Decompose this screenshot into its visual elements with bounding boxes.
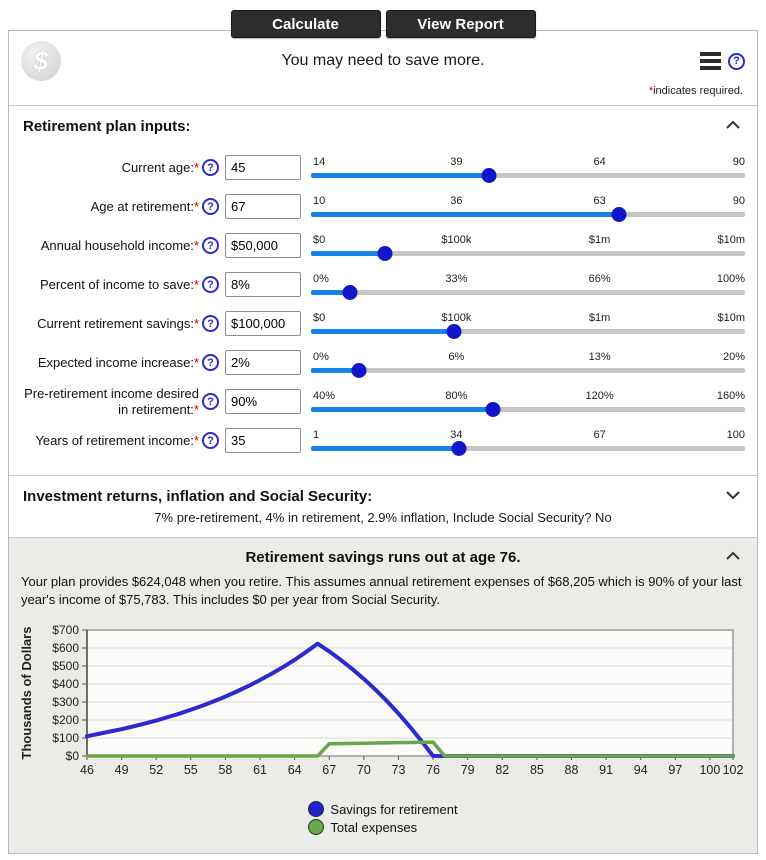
slider-track[interactable] (311, 368, 745, 373)
investment-summary: 7% pre-retirement, 4% in retirement, 2.9% inflation, Include Social Security? No (154, 510, 612, 525)
required-asterisk: * (193, 198, 199, 214)
svg-text:$400: $400 (52, 677, 79, 692)
svg-text:79: 79 (460, 763, 475, 778)
input-row (21, 307, 745, 340)
svg-text:70: 70 (356, 763, 371, 778)
required-asterisk: * (193, 354, 199, 370)
results-section-header (9, 538, 757, 570)
slider-tick-labels: 0% 6% 13% 20% (313, 350, 745, 363)
svg-text:46: 46 (80, 763, 94, 778)
required-asterisk: * (193, 276, 199, 292)
slider-handle[interactable] (481, 168, 496, 183)
input-label: Current retirement savings:* (37, 315, 199, 331)
slider-handle[interactable] (377, 246, 392, 261)
help-icon[interactable]: ? (202, 237, 219, 254)
help-icon[interactable]: ? (202, 159, 219, 176)
svg-text:$0: $0 (65, 749, 79, 764)
expand-chevron-down-icon[interactable] (723, 485, 743, 507)
slider-fill (311, 407, 493, 412)
help-icon[interactable]: ? (202, 198, 219, 215)
input-row (21, 151, 745, 184)
required-asterisk: * (193, 401, 199, 417)
view-report-button[interactable]: View Report (386, 10, 536, 38)
svg-text:64: 64 (287, 763, 302, 778)
input-label: Age at retirement:* (90, 198, 199, 214)
help-icon[interactable]: ? (202, 276, 219, 293)
slider-handle[interactable] (351, 363, 366, 378)
svg-text:73: 73 (391, 763, 406, 778)
slider-handle[interactable] (451, 441, 466, 456)
slider-tick-labels: 10 36 63 90 (313, 194, 745, 207)
value-input[interactable] (225, 194, 301, 219)
svg-text:$100: $100 (52, 731, 79, 746)
help-icon[interactable]: ? (202, 315, 219, 332)
required-asterisk: * (193, 315, 199, 331)
value-input[interactable] (225, 350, 301, 375)
slider-handle[interactable] (343, 285, 358, 300)
page-title: You may need to save more. (281, 52, 485, 69)
slider-track[interactable] (311, 251, 745, 256)
calculator-panel (8, 30, 758, 854)
app-header (9, 31, 757, 81)
slider-fill (311, 446, 459, 451)
results-collapse-chevron-up-icon[interactable] (723, 546, 743, 568)
slider-track[interactable] (311, 290, 745, 295)
input-row (21, 424, 745, 457)
value-input[interactable] (225, 272, 301, 297)
input-label: Current age:* (121, 159, 199, 175)
svg-text:97: 97 (668, 763, 683, 778)
svg-text:$500: $500 (52, 659, 79, 674)
svg-text:76: 76 (426, 763, 441, 778)
svg-text:85: 85 (529, 763, 544, 778)
savings-legend-dot-icon (308, 801, 324, 817)
slider[interactable] (311, 156, 745, 178)
svg-text:$700: $700 (52, 623, 79, 638)
svg-text:94: 94 (633, 763, 648, 778)
slider-track[interactable] (311, 329, 745, 334)
inputs-section (9, 105, 757, 475)
inputs-section-header (9, 105, 757, 141)
inputs-section-title: Retirement plan inputs: (23, 117, 191, 135)
slider[interactable] (311, 234, 745, 256)
input-label: Years of retirement income:* (35, 432, 199, 448)
svg-text:102: 102 (722, 763, 744, 778)
input-row (21, 190, 745, 223)
svg-text:61: 61 (253, 763, 267, 778)
required-asterisk: * (648, 85, 654, 97)
svg-text:82: 82 (495, 763, 510, 778)
input-row (21, 346, 745, 379)
slider-track[interactable] (311, 446, 745, 451)
value-input[interactable] (225, 311, 301, 336)
svg-text:58: 58 (218, 763, 233, 778)
svg-text:$300: $300 (52, 695, 79, 710)
help-icon[interactable]: ? (202, 354, 219, 371)
slider-tick-labels: 14 39 64 90 (313, 155, 745, 168)
slider[interactable] (311, 429, 745, 451)
input-row (21, 268, 745, 301)
results-title: Retirement savings runs out at age 76. (245, 548, 521, 566)
slider-tick-labels: 40% 80% 120% 160% (313, 389, 745, 402)
savings-chart (9, 614, 757, 793)
slider-fill (311, 329, 454, 334)
hamburger-menu-icon[interactable] (700, 52, 721, 70)
chart-legend (9, 793, 757, 853)
required-note: *indicates required. (648, 85, 743, 97)
input-label: Annual household income:* (40, 237, 199, 253)
slider-handle[interactable] (612, 207, 627, 222)
slider[interactable] (311, 273, 745, 295)
header-help-icon[interactable]: ? (728, 53, 745, 70)
svg-text:88: 88 (564, 763, 579, 778)
slider-track[interactable] (311, 173, 745, 178)
input-rows (9, 141, 757, 475)
input-row (21, 385, 745, 418)
input-label: Percent of income to save:* (40, 276, 199, 292)
investment-section (9, 475, 757, 537)
slider-track[interactable] (311, 407, 745, 412)
required-asterisk: * (193, 159, 199, 175)
required-asterisk: * (193, 432, 199, 448)
svg-text:49: 49 (114, 763, 129, 778)
help-icon[interactable]: ? (202, 432, 219, 449)
svg-text:100: 100 (699, 763, 721, 778)
value-input[interactable] (225, 155, 301, 180)
slider-fill (311, 212, 619, 217)
investment-section-title: Investment returns, inflation and Social Security: (23, 487, 373, 505)
slider[interactable] (311, 351, 745, 373)
slider-tick-labels: 0% 33% 66% 100% (313, 272, 745, 285)
investment-section-header (9, 475, 757, 511)
expenses-legend-dot-icon (308, 819, 324, 835)
svg-text:$200: $200 (52, 713, 79, 728)
value-input[interactable] (225, 428, 301, 453)
legend-item-savings: Savings for retirement (308, 801, 457, 817)
slider-fill (311, 173, 489, 178)
value-input[interactable] (225, 389, 301, 414)
svg-text:91: 91 (599, 763, 614, 778)
svg-text:67: 67 (322, 763, 337, 778)
slider-fill (311, 251, 385, 256)
slider[interactable] (311, 312, 745, 334)
line-chart (17, 618, 749, 788)
slider-handle[interactable] (486, 402, 501, 417)
calculate-button[interactable]: Calculate (231, 10, 381, 38)
brand-logo-icon: $ (21, 41, 61, 81)
top-toolbar (0, 0, 766, 38)
slider-tick-labels: $0 $100k $1m $10m (313, 311, 745, 324)
results-description: Your plan provides $624,048 when you retire. This assumes annual retirement expenses of $68,205 which is 90% of your last year's income of $75,783. This includes $0 per year from Social Security. (21, 574, 742, 607)
svg-text:$600: $600 (52, 641, 79, 656)
slider-track[interactable] (311, 212, 745, 217)
svg-text:52: 52 (149, 763, 164, 778)
input-label: Pre-retirement income desired in retirement:* (24, 385, 199, 417)
value-input[interactable] (225, 233, 301, 258)
svg-text:Thousands of Dollars: Thousands of Dollars (19, 626, 34, 760)
slider-tick-labels: $0 $100k $1m $10m (313, 233, 745, 246)
results-section (9, 537, 757, 853)
legend-item-expenses: Total expenses (308, 819, 457, 835)
slider[interactable] (311, 390, 745, 412)
header-icons (681, 52, 745, 70)
slider-tick-labels: 1 34 67 100 (313, 428, 745, 441)
slider[interactable] (311, 195, 745, 217)
help-icon[interactable]: ? (202, 393, 219, 410)
collapse-chevron-up-icon[interactable] (723, 115, 743, 137)
input-row (21, 229, 745, 262)
required-asterisk: * (193, 237, 199, 253)
input-label: Expected income increase:* (37, 354, 199, 370)
slider-handle[interactable] (447, 324, 462, 339)
svg-text:55: 55 (183, 763, 198, 778)
